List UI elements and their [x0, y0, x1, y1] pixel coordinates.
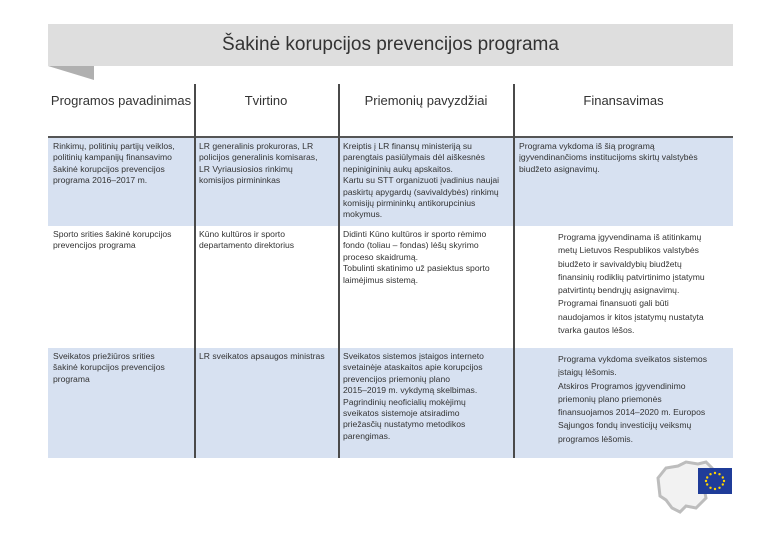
- corner-tab-decoration: [48, 66, 94, 80]
- header-funding: Finansavimas: [583, 93, 664, 108]
- program-name-cell: Sporto srities šakinė korupcijos prevencijos programa: [53, 229, 172, 251]
- column-divider: [194, 84, 196, 458]
- measures-cell: Sveikatos sistemos įstaigos interneto svetainėje ataskaitos apie korupcijos prevencijos priemonių plano 2015–2019 m. vykdymą skelbimas. Pagrindinių neoficialių mokėjimų sveikatos sistemoje atsiradimo priežasčių nustatymo metodikos parengimas.: [343, 351, 484, 441]
- program-name-cell: Sveikatos priežiūros srities šakinė korupcijos prevencijos programa: [53, 351, 165, 384]
- header-approved: Tvirtino: [244, 93, 288, 108]
- table-row: [48, 348, 733, 458]
- measures-cell: Kreiptis į LR finansų ministeriją su parengtais pasiūlymais dėl aiškesnės nepinigininių aukų apskaitos. Kartu su STT organizuoti įvadinius naujai paskirtų apygardų (savivaldybės) rinkimų komisijų pirmininkų antikorupcinius mokymus.: [343, 141, 500, 220]
- column-divider: [338, 84, 340, 458]
- measures-cell: Didinti Kūno kultūros ir sporto rėmimo fondo (toliau – fondas) lėšų skyrimo proceso skaidrumą. Tobulinti skatinimo už pasiektus sporto laimėjimus sistemą.: [343, 229, 490, 285]
- header-program-name: Programos pavadinimas: [50, 93, 192, 108]
- funding-cell: Programa vykdoma iš šią programą įgyvendinančioms institucijoms skirtų valstybės biudžeto asignavimų.: [519, 141, 698, 174]
- approved-cell: LR sveikatos apsaugos ministras: [199, 351, 325, 361]
- program-name-cell: Rinkimų, politinių partijų veiklos, politinių kampanijų finansavimo šakinė korupcijos prevencijos programa 2016–2017 m.: [53, 141, 175, 186]
- page-title: Šakinė korupcijos prevencijos programa: [48, 24, 733, 66]
- table-header: [48, 84, 733, 136]
- header-measures: Priemonių pavyzdžiai: [364, 93, 488, 108]
- approved-cell: Kūno kultūros ir sporto departamento direktorius: [199, 229, 295, 251]
- column-divider: [513, 84, 515, 458]
- funding-cell: Programa įgyvendinama iš atitinkamų metų Lietuvos Respublikos valstybės biudžeto ir savivaldybių biudžetų finansinių rodiklių patvirtinimo įstatymu patvirtintų bendrųjų asignavimų. Programai finansuoti gali būti naudojamos ir kitos įstatymų nustatyta tvarka gautos lėšos.: [558, 232, 705, 336]
- table-row: [48, 138, 733, 226]
- table-row: [48, 226, 733, 348]
- funding-cell: Programa vykdoma sveikatos sistemos įstaigų lėšomis. Atskiros Programos įgyvendinimo priemonių plano priemonės finansuojamos 2014–2020 m. Europos Sąjungos fondų investicijų veiksmų programos lėšomis.: [558, 354, 708, 444]
- approved-cell: LR generalinis prokuroras, LR policijos generalinis komisaras, LR Vyriausiosios rinkimų komisijos pirmininkas: [199, 141, 318, 186]
- lithuania-eu-flag-icon: [652, 458, 736, 518]
